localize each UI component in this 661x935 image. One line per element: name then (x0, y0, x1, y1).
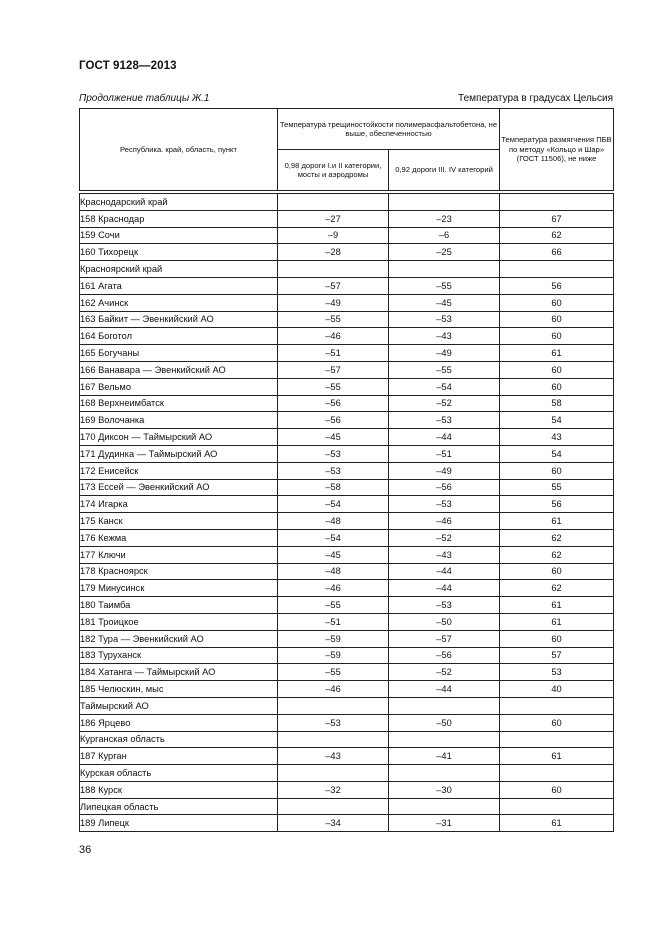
cell-softening: 60 (500, 781, 614, 798)
cell-prob-098: –53 (278, 714, 389, 731)
cell-prob-092: –45 (389, 294, 500, 311)
cell-region-name: Курская область (80, 765, 278, 782)
cell-prob-092 (389, 731, 500, 748)
cell-softening: 67 (500, 210, 614, 227)
table-row (80, 361, 614, 378)
cell-region-name: 168 Верхнеимбатск (80, 395, 278, 412)
table-continuation-label: Продолжение таблицы Ж.1 (79, 93, 210, 104)
cell-prob-098: –34 (278, 815, 389, 832)
cell-softening: 60 (500, 714, 614, 731)
cell-prob-098: –49 (278, 294, 389, 311)
table-body (80, 191, 614, 832)
cell-region-name: 177 Ключи (80, 546, 278, 563)
cell-region-name: 164 Боготол (80, 328, 278, 345)
cell-prob-098: –9 (278, 227, 389, 244)
cell-prob-098: –27 (278, 210, 389, 227)
cell-prob-098: –48 (278, 563, 389, 580)
cell-prob-092 (389, 194, 500, 211)
cell-softening: 60 (500, 378, 614, 395)
cell-prob-092: –53 (389, 597, 500, 614)
cell-region-name: 178 Красноярск (80, 563, 278, 580)
table-row (80, 311, 614, 328)
cell-softening: 58 (500, 395, 614, 412)
cell-prob-098: –46 (278, 580, 389, 597)
table-row (80, 412, 614, 429)
cell-prob-098: –59 (278, 647, 389, 664)
cell-region-name: 167 Вельмо (80, 378, 278, 395)
cell-prob-092: –55 (389, 277, 500, 294)
table-row (80, 277, 614, 294)
cell-prob-092: –53 (389, 311, 500, 328)
cell-prob-098: –51 (278, 613, 389, 630)
cell-prob-092: –44 (389, 580, 500, 597)
table-row (80, 613, 614, 630)
cell-region-name: 185 Челюскин, мыс (80, 681, 278, 698)
cell-softening: 62 (500, 227, 614, 244)
cell-softening (500, 697, 614, 714)
cell-prob-092: –53 (389, 412, 500, 429)
cell-region-name: 165 Богучаны (80, 345, 278, 362)
cell-prob-092: –53 (389, 496, 500, 513)
table-row (80, 496, 614, 513)
cell-softening: 62 (500, 529, 614, 546)
cell-region-name: 169 Волочанка (80, 412, 278, 429)
cell-prob-098: –48 (278, 513, 389, 530)
table-row (80, 294, 614, 311)
table-row (80, 697, 614, 714)
table-row (80, 445, 614, 462)
table-row (80, 714, 614, 731)
cell-softening: 61 (500, 597, 614, 614)
table-row (80, 664, 614, 681)
cell-region-name: Таймырский АО (80, 697, 278, 714)
cell-softening: 60 (500, 328, 614, 345)
cell-prob-092: –25 (389, 244, 500, 261)
cell-softening: 61 (500, 513, 614, 530)
cell-region-name: Липецкая область (80, 798, 278, 815)
cell-prob-092 (389, 798, 500, 815)
table-row (80, 563, 614, 580)
cell-prob-092: –30 (389, 781, 500, 798)
cell-prob-098: –57 (278, 361, 389, 378)
table-row (80, 597, 614, 614)
cell-region-name: 189 Липецк (80, 815, 278, 832)
temperature-table (79, 108, 614, 832)
cell-softening (500, 261, 614, 278)
cell-softening: 60 (500, 462, 614, 479)
cell-region-name: 174 Игарка (80, 496, 278, 513)
cell-softening: 40 (500, 681, 614, 698)
table-row (80, 765, 614, 782)
cell-region-name: 162 Ачинск (80, 294, 278, 311)
unit-note: Температура в градусах Цельсия (458, 93, 613, 104)
table-row (80, 781, 614, 798)
cell-prob-098: –55 (278, 311, 389, 328)
header-prob-098: 0,98 дороги I.и II категории, мосты и аэродромы (278, 150, 389, 191)
cell-prob-092: –41 (389, 748, 500, 765)
cell-prob-098: –51 (278, 345, 389, 362)
cell-softening: 53 (500, 664, 614, 681)
cell-softening (500, 798, 614, 815)
cell-softening: 60 (500, 361, 614, 378)
cell-softening: 62 (500, 546, 614, 563)
cell-prob-098: –46 (278, 681, 389, 698)
cell-region-name: 166 Ванавара — Эвенкийский АО (80, 361, 278, 378)
table-row (80, 731, 614, 748)
cell-region-name: 158 Краснодар (80, 210, 278, 227)
cell-softening: 66 (500, 244, 614, 261)
cell-prob-098 (278, 194, 389, 211)
cell-softening (500, 765, 614, 782)
header-prob-092: 0,92 дороги III. IV категорий (389, 150, 500, 191)
cell-prob-098: –57 (278, 277, 389, 294)
table-row (80, 748, 614, 765)
header-softening: Температура размягчения ПБВ по методу «Кольцо и Шар» (ГОСТ 11506), не ниже (500, 109, 614, 191)
cell-softening: 56 (500, 277, 614, 294)
table-row (80, 647, 614, 664)
cell-prob-098: –46 (278, 328, 389, 345)
cell-region-name: 179 Минусинск (80, 580, 278, 597)
cell-prob-092: –51 (389, 445, 500, 462)
cell-prob-098: –58 (278, 479, 389, 496)
cell-region-name: 175 Канск (80, 513, 278, 530)
cell-softening (500, 194, 614, 211)
cell-prob-098 (278, 697, 389, 714)
table-row (80, 328, 614, 345)
cell-prob-098: –53 (278, 445, 389, 462)
cell-prob-098 (278, 765, 389, 782)
cell-region-name: 186 Ярцево (80, 714, 278, 731)
cell-prob-092 (389, 765, 500, 782)
cell-prob-092: –54 (389, 378, 500, 395)
cell-softening: 54 (500, 445, 614, 462)
cell-softening: 60 (500, 311, 614, 328)
table-row (80, 479, 614, 496)
cell-prob-098 (278, 261, 389, 278)
cell-region-name: 172 Енисейск (80, 462, 278, 479)
cell-softening: 56 (500, 496, 614, 513)
cell-region-name: 187 Курган (80, 748, 278, 765)
cell-prob-098 (278, 731, 389, 748)
table-row (80, 244, 614, 261)
cell-softening: 54 (500, 412, 614, 429)
cell-softening: 43 (500, 429, 614, 446)
table-row (80, 194, 614, 211)
cell-softening: 61 (500, 613, 614, 630)
table-row (80, 546, 614, 563)
header-region: Республика. край, область, пункт (80, 109, 278, 191)
cell-prob-092: –56 (389, 479, 500, 496)
cell-prob-092: –6 (389, 227, 500, 244)
table-row (80, 630, 614, 647)
table-row (80, 580, 614, 597)
cell-region-name: 171 Дудинка — Таймырский АО (80, 445, 278, 462)
cell-prob-092: –49 (389, 345, 500, 362)
cell-prob-092 (389, 697, 500, 714)
cell-prob-092: –50 (389, 714, 500, 731)
cell-region-name: 183 Туруханск (80, 647, 278, 664)
cell-region-name: 176 Кежма (80, 529, 278, 546)
cell-prob-092: –52 (389, 529, 500, 546)
cell-prob-098: –45 (278, 546, 389, 563)
cell-region-name: 180 Таимба (80, 597, 278, 614)
cell-prob-092: –55 (389, 361, 500, 378)
table-row (80, 395, 614, 412)
cell-softening: 57 (500, 647, 614, 664)
cell-softening: 60 (500, 563, 614, 580)
cell-softening: 61 (500, 815, 614, 832)
cell-region-name: 181 Троицкое (80, 613, 278, 630)
page-number: 36 (79, 844, 92, 856)
cell-prob-092 (389, 261, 500, 278)
cell-region-name: 184 Хатанга — Таймырский АО (80, 664, 278, 681)
cell-prob-098: –59 (278, 630, 389, 647)
cell-prob-092: –49 (389, 462, 500, 479)
table-row (80, 798, 614, 815)
cell-region-name: 188 Курск (80, 781, 278, 798)
cell-prob-092: –43 (389, 546, 500, 563)
cell-prob-092: –43 (389, 328, 500, 345)
document-code: ГОСТ 9128—2013 (79, 60, 177, 72)
table-row (80, 513, 614, 530)
cell-region-name: Краснодарский край (80, 194, 278, 211)
cell-prob-092: –44 (389, 563, 500, 580)
cell-region-name: 170 Диксон — Таймырский АО (80, 429, 278, 446)
cell-region-name: 161 Агата (80, 277, 278, 294)
cell-prob-098: –56 (278, 412, 389, 429)
cell-prob-092: –44 (389, 681, 500, 698)
cell-prob-092: –52 (389, 395, 500, 412)
cell-prob-092: –31 (389, 815, 500, 832)
table-row (80, 210, 614, 227)
cell-softening: 61 (500, 345, 614, 362)
cell-softening (500, 731, 614, 748)
cell-softening: 61 (500, 748, 614, 765)
cell-prob-098: –55 (278, 597, 389, 614)
cell-prob-098: –55 (278, 664, 389, 681)
cell-softening: 55 (500, 479, 614, 496)
cell-prob-098 (278, 798, 389, 815)
cell-region-name: Красноярский край (80, 261, 278, 278)
table-row (80, 815, 614, 832)
cell-prob-092: –44 (389, 429, 500, 446)
cell-region-name: 182 Тура — Эвенкийский АО (80, 630, 278, 647)
cell-prob-092: –46 (389, 513, 500, 530)
cell-region-name: 160 Тихорецк (80, 244, 278, 261)
cell-prob-098: –53 (278, 462, 389, 479)
table-row (80, 462, 614, 479)
cell-prob-098: –28 (278, 244, 389, 261)
header-crack-resistance: Температура трещиностойкости полимерасфальтобетона, не выше, обеспеченностью (278, 109, 500, 150)
table-row (80, 681, 614, 698)
cell-prob-098: –32 (278, 781, 389, 798)
cell-prob-092: –57 (389, 630, 500, 647)
table-row (80, 227, 614, 244)
cell-region-name: Курганская область (80, 731, 278, 748)
cell-softening: 62 (500, 580, 614, 597)
cell-prob-098: –43 (278, 748, 389, 765)
cell-region-name: 173 Ессей — Эвенкийский АО (80, 479, 278, 496)
cell-prob-092: –23 (389, 210, 500, 227)
cell-prob-098: –55 (278, 378, 389, 395)
cell-softening: 60 (500, 294, 614, 311)
cell-prob-098: –56 (278, 395, 389, 412)
table-row (80, 345, 614, 362)
cell-prob-098: –45 (278, 429, 389, 446)
cell-softening: 60 (500, 630, 614, 647)
table-row (80, 378, 614, 395)
cell-region-name: 159 Сочи (80, 227, 278, 244)
cell-prob-092: –50 (389, 613, 500, 630)
table-row (80, 261, 614, 278)
table-row (80, 529, 614, 546)
cell-prob-092: –52 (389, 664, 500, 681)
cell-prob-098: –54 (278, 529, 389, 546)
cell-prob-092: –56 (389, 647, 500, 664)
table-row (80, 429, 614, 446)
cell-region-name: 163 Байкит — Эвенкийский АО (80, 311, 278, 328)
cell-prob-098: –54 (278, 496, 389, 513)
